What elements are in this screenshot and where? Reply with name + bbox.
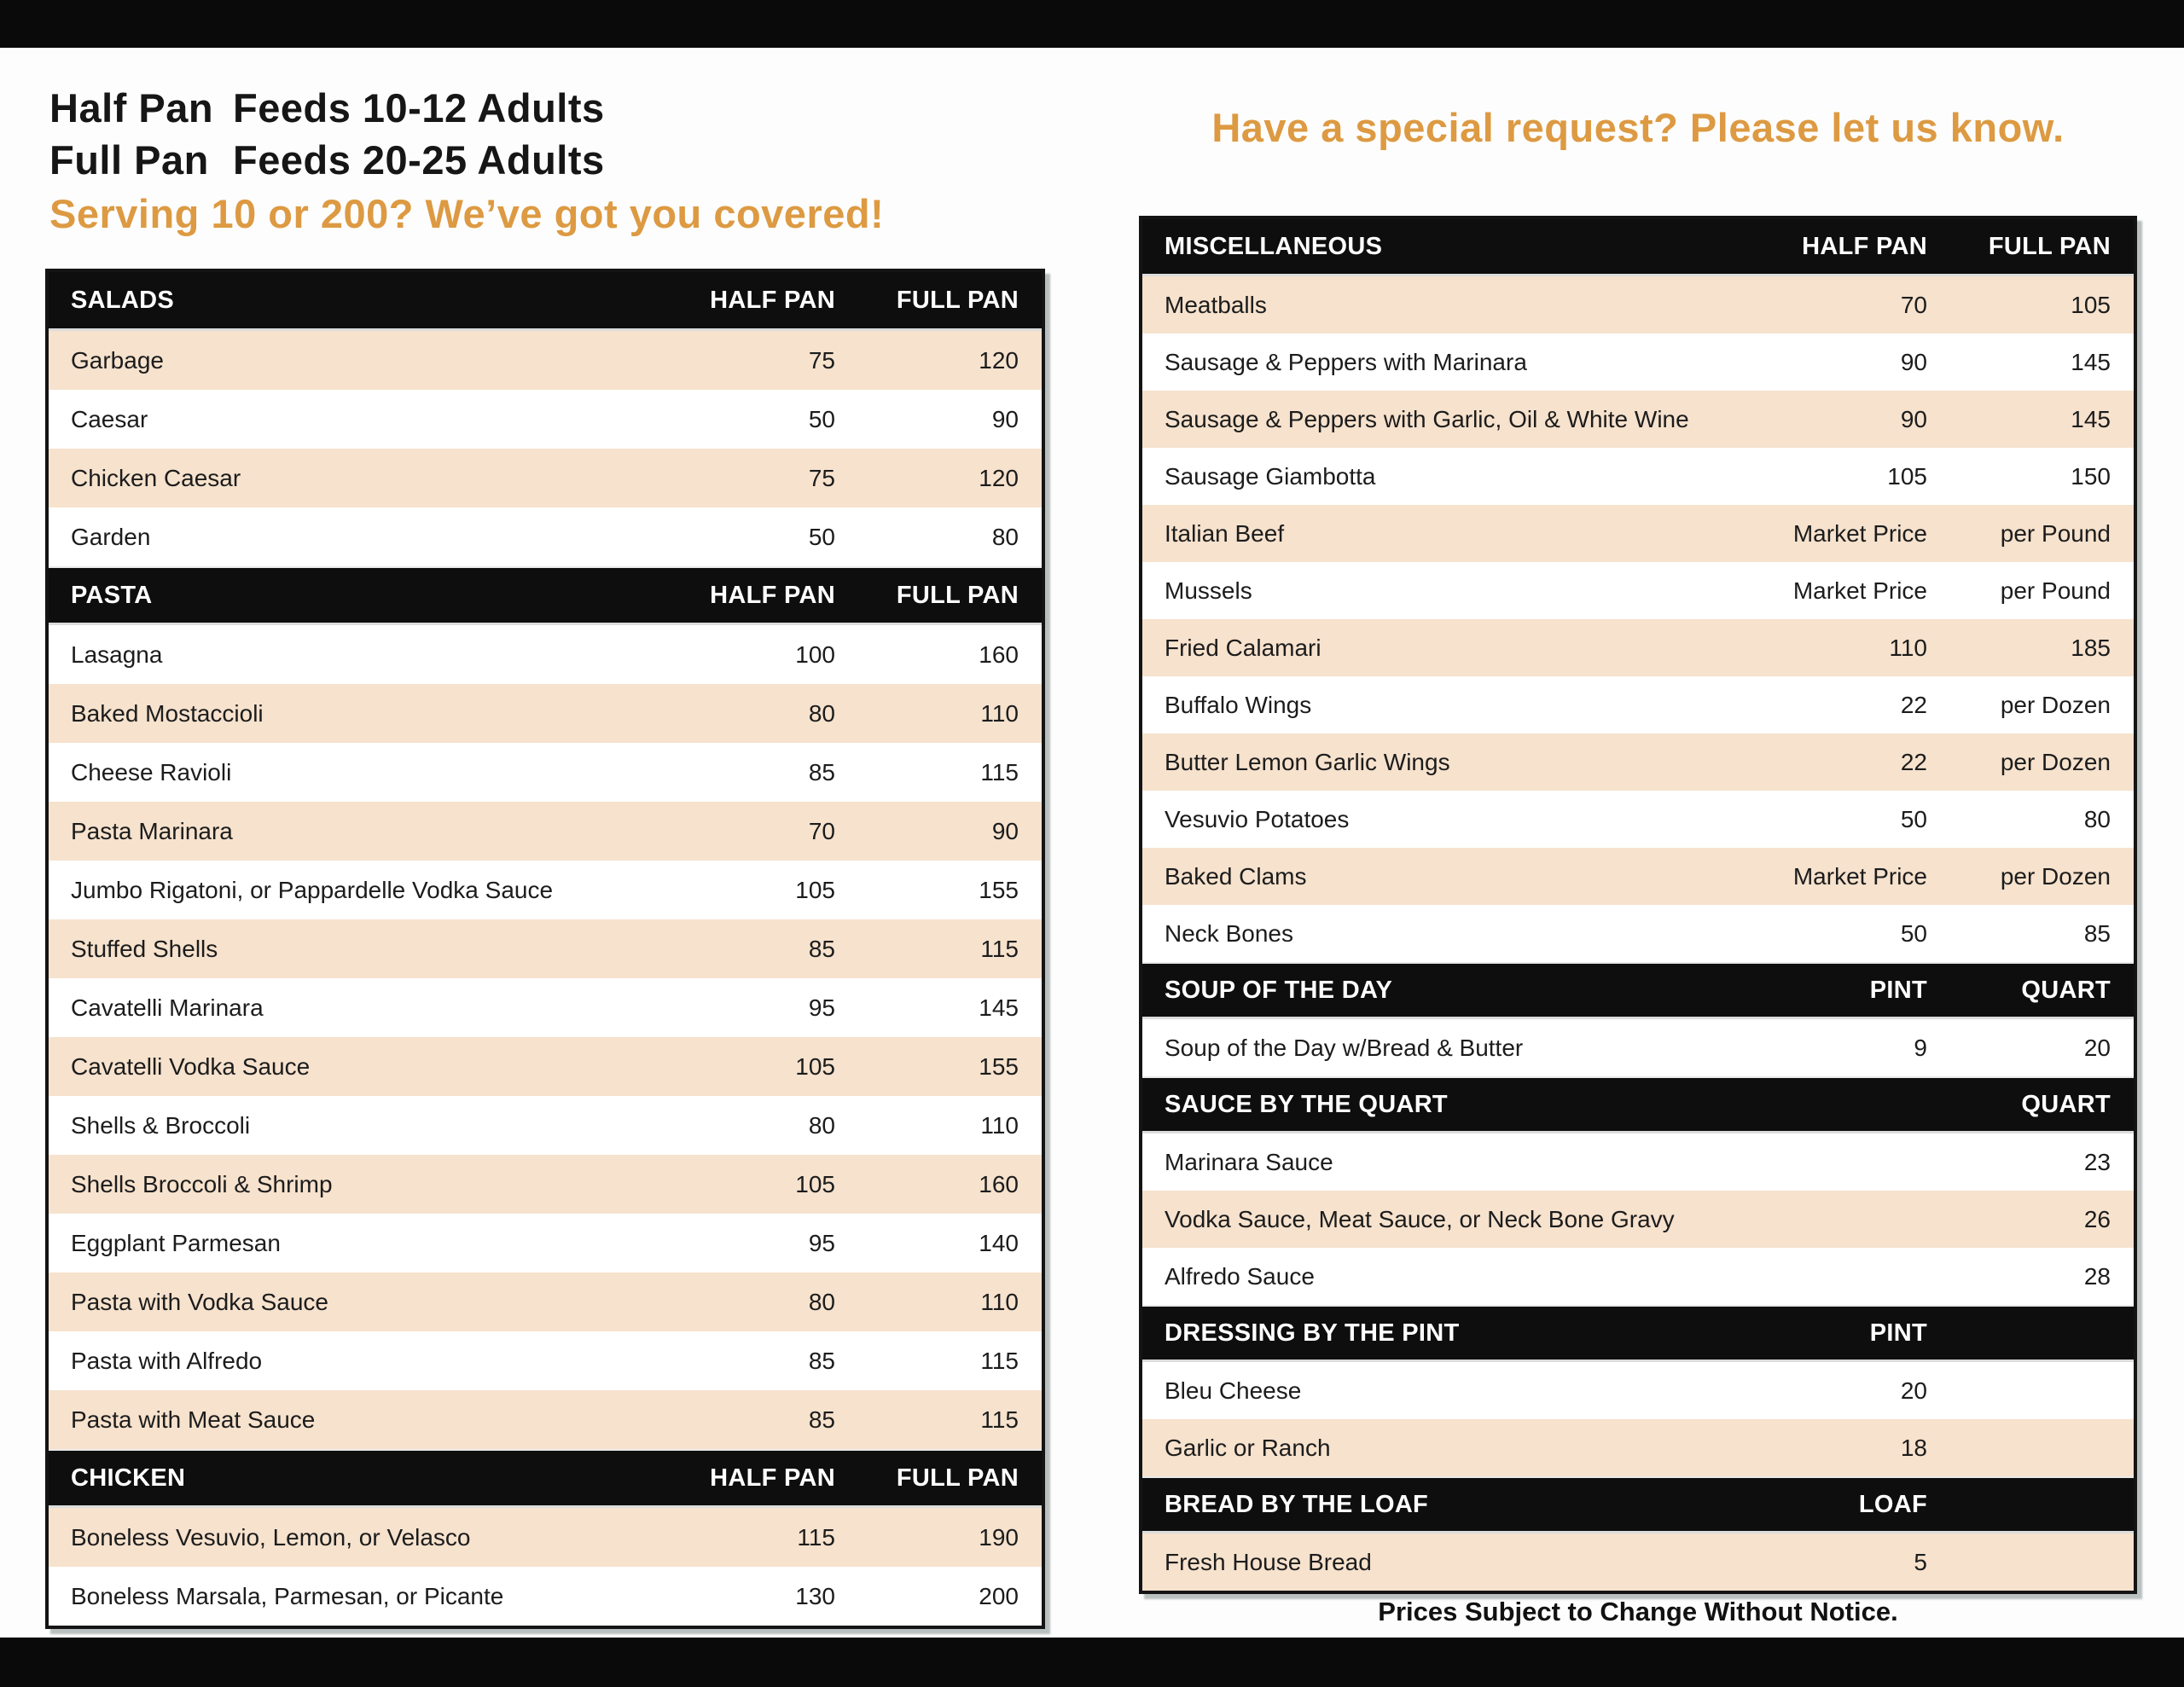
section-title: MISCELLANEOUS	[1165, 232, 1383, 260]
item-name: Mussels	[1165, 577, 1252, 604]
item-name: Cheese Ravioli	[71, 758, 232, 786]
menu-item-row-meatballs	[1142, 276, 2134, 333]
menu-item-row-garden	[49, 507, 1042, 566]
menu-item-row-bleu-cheese	[1142, 1362, 2134, 1419]
item-price-col2: per Pound	[2000, 519, 2111, 547]
item-price-col2: 190	[979, 1523, 1019, 1551]
column-header-2: FULL PAN	[896, 286, 1019, 314]
item-price-col1: 70	[1900, 291, 1927, 318]
item-price-col1: 50	[808, 405, 835, 432]
menu-item-row-shells-broccoli-shrimp	[49, 1155, 1042, 1214]
item-price-col1: 110	[1889, 634, 1927, 661]
half-pan-feeds: Feeds 10-12 Adults	[233, 85, 605, 130]
item-price-col2: per Dozen	[2000, 691, 2111, 718]
item-price-col1: 85	[808, 1406, 835, 1433]
item-name: Buffalo Wings	[1165, 691, 1312, 718]
item-price-col1: 95	[808, 1229, 835, 1256]
item-price-col1: 115	[797, 1523, 835, 1551]
item-price-col1: 90	[1900, 348, 1927, 375]
section-title: DRESSING BY THE PINT	[1165, 1319, 1460, 1347]
item-price-col1: Market Price	[1792, 862, 1927, 890]
section-header-salads	[49, 272, 1042, 331]
item-name: Butter Lemon Garlic Wings	[1165, 748, 1450, 775]
half-pan-info-line	[49, 82, 884, 134]
item-price-col2: 90	[991, 817, 1019, 844]
item-name: Garden	[71, 523, 151, 550]
menu-item-row-baked-mostaccioli	[49, 684, 1042, 743]
menu-item-row-chicken-caesar	[49, 449, 1042, 507]
item-price-col1: 80	[808, 1111, 835, 1139]
item-price-col2: 145	[2071, 348, 2111, 375]
item-name: Cavatelli Vodka Sauce	[71, 1052, 311, 1080]
item-name: Pasta with Meat Sauce	[71, 1406, 316, 1433]
item-price-col1: 22	[1900, 748, 1927, 775]
column-header-2: FULL PAN	[1988, 232, 2111, 260]
menu-item-row-baked-clams	[1142, 848, 2134, 905]
item-price-col2: per Dozen	[2000, 862, 2111, 890]
column-header-1: PINT	[1869, 976, 1927, 1004]
item-price-col1: 95	[808, 994, 835, 1021]
section-title: SAUCE BY THE QUART	[1165, 1090, 1448, 1118]
item-name: Lasagna	[71, 641, 163, 668]
menu-item-row-lasagna	[49, 625, 1042, 684]
full-pan-feeds: Feeds 20-25 Adults	[233, 137, 605, 183]
item-price-col1: Market Price	[1792, 577, 1927, 604]
item-name: Fried Calamari	[1165, 634, 1321, 661]
item-price-col1: 90	[1900, 405, 1927, 432]
menu-item-row-pasta-with-alfredo	[49, 1331, 1042, 1390]
column-header-2: FULL PAN	[896, 581, 1019, 609]
menu-item-row-italian-beef	[1142, 505, 2134, 562]
item-price-col1: 105	[795, 1052, 835, 1080]
item-price-col2: per Pound	[2000, 577, 2111, 604]
menu-item-row-buffalo-wings	[1142, 676, 2134, 733]
menu-item-row-vodka-sauce-meat-sauce-or-neck-bone-gravy	[1142, 1191, 2134, 1248]
item-name: Shells & Broccoli	[71, 1111, 251, 1139]
item-name: Sausage & Peppers with Marinara	[1165, 348, 1527, 375]
item-price-col1: 50	[1900, 919, 1927, 947]
item-price-col1: 85	[808, 1347, 835, 1374]
item-price-col1: 5	[1914, 1548, 1927, 1575]
section-title: CHICKEN	[71, 1464, 186, 1492]
menu-table-right	[1139, 216, 2137, 1594]
menu-item-row-alfredo-sauce	[1142, 1248, 2134, 1305]
menu-item-row-eggplant-parmesan	[49, 1214, 1042, 1272]
section-header-sauce-by-the-quart	[1142, 1076, 2134, 1133]
item-name: Baked Mostaccioli	[71, 699, 264, 727]
item-price-col2: 110	[980, 1111, 1019, 1139]
item-price-col2: 140	[979, 1229, 1019, 1256]
column-header-2: QUART	[2021, 1090, 2111, 1118]
section-title: SOUP OF THE DAY	[1165, 976, 1393, 1004]
item-price-col1: Market Price	[1792, 519, 1927, 547]
menu-item-row-pasta-with-meat-sauce	[49, 1390, 1042, 1449]
item-price-col1: 18	[1900, 1434, 1927, 1461]
item-name: Alfredo Sauce	[1165, 1262, 1315, 1290]
item-price-col1: 100	[795, 641, 835, 668]
item-name: Vodka Sauce, Meat Sauce, or Neck Bone Gravy	[1165, 1205, 1675, 1232]
menu-item-row-boneless-vesuvio-lemon-or-velasco	[49, 1508, 1042, 1567]
menu-item-row-sausage-peppers-with-garlic-oil-white-wine	[1142, 391, 2134, 448]
item-price-col2: 23	[2083, 1148, 2111, 1175]
item-name: Pasta with Vodka Sauce	[71, 1288, 328, 1315]
menu-item-row-garlic-or-ranch	[1142, 1419, 2134, 1476]
bottom-black-bar	[0, 1638, 2184, 1687]
item-price-col1: 105	[795, 1170, 835, 1197]
menu-item-row-cheese-ravioli	[49, 743, 1042, 802]
menu-item-row-neck-bones	[1142, 905, 2134, 962]
section-title: BREAD BY THE LOAF	[1165, 1490, 1429, 1518]
menu-item-row-sausage-giambotta	[1142, 448, 2134, 505]
menu-item-row-vesuvio-potatoes	[1142, 791, 2134, 848]
item-name: Meatballs	[1165, 291, 1267, 318]
item-price-col2: 115	[980, 935, 1019, 962]
item-price-col2: 185	[2071, 634, 2111, 661]
item-price-col2: 155	[979, 1052, 1019, 1080]
special-request-note: Have a special request? Please let us know.	[1211, 105, 2065, 150]
item-price-col1: 50	[808, 523, 835, 550]
item-price-col1: 85	[808, 758, 835, 786]
item-price-col2: 155	[979, 876, 1019, 903]
full-pan-label: Full Pan	[49, 137, 209, 183]
item-price-col1: 105	[1887, 462, 1927, 490]
column-header-2: FULL PAN	[896, 1464, 1019, 1492]
item-price-col2: 120	[979, 464, 1019, 491]
item-price-col2: 20	[2083, 1034, 2111, 1061]
menu-item-row-butter-lemon-garlic-wings	[1142, 733, 2134, 791]
item-price-col2: 115	[980, 1406, 1019, 1433]
item-price-col2: 145	[2071, 405, 2111, 432]
item-price-col2: 26	[2083, 1205, 2111, 1232]
menu-item-row-cavatelli-vodka-sauce	[49, 1037, 1042, 1096]
item-price-col1: 50	[1900, 805, 1927, 832]
column-header-1: HALF PAN	[710, 286, 835, 314]
item-price-col2: 90	[991, 405, 1019, 432]
menu-item-row-boneless-marsala-parmesan-or-picante	[49, 1567, 1042, 1626]
item-price-col1: 22	[1900, 691, 1927, 718]
item-price-col1: 80	[808, 699, 835, 727]
item-name: Sausage & Peppers with Garlic, Oil & White Wine	[1165, 405, 1689, 432]
item-price-col2: 150	[2071, 462, 2111, 490]
item-price-col2: 80	[991, 523, 1019, 550]
column-header-1: HALF PAN	[710, 1464, 835, 1492]
item-price-col2: per Dozen	[2000, 748, 2111, 775]
item-name: Neck Bones	[1165, 919, 1293, 947]
item-price-col2: 110	[980, 699, 1019, 727]
item-price-col1: 105	[795, 876, 835, 903]
item-price-col1: 80	[808, 1288, 835, 1315]
menu-item-row-pasta-with-vodka-sauce	[49, 1272, 1042, 1331]
item-name: Garlic or Ranch	[1165, 1434, 1331, 1461]
item-price-col2: 115	[980, 1347, 1019, 1374]
pan-size-info	[49, 82, 884, 240]
item-price-col2: 115	[980, 758, 1019, 786]
serving-tagline: Serving 10 or 200? We’ve got you covered!	[49, 191, 885, 236]
item-name: Jumbo Rigatoni, or Pappardelle Vodka Sauce	[71, 876, 554, 903]
item-price-col2: 105	[2071, 291, 2111, 318]
column-header-1: HALF PAN	[710, 581, 835, 609]
menu-item-row-cavatelli-marinara	[49, 978, 1042, 1037]
section-header-chicken	[49, 1449, 1042, 1508]
item-price-col2: 145	[979, 994, 1019, 1021]
menu-item-row-pasta-marinara	[49, 802, 1042, 861]
half-pan-label: Half Pan	[49, 85, 214, 130]
item-name: Vesuvio Potatoes	[1165, 805, 1350, 832]
item-name: Italian Beef	[1165, 519, 1285, 547]
section-title: SALADS	[71, 286, 175, 314]
menu-item-row-shells-broccoli	[49, 1096, 1042, 1155]
item-price-col2: 160	[979, 641, 1019, 668]
item-name: Cavatelli Marinara	[71, 994, 264, 1021]
item-name: Soup of the Day w/Bread & Butter	[1165, 1034, 1524, 1061]
item-name: Baked Clams	[1165, 862, 1307, 890]
menu-item-row-garbage	[49, 331, 1042, 390]
item-price-col1: 20	[1900, 1377, 1927, 1404]
item-price-col2: 80	[2083, 805, 2111, 832]
full-pan-info-line	[49, 134, 884, 186]
item-name: Fresh House Bread	[1165, 1548, 1372, 1575]
item-name: Bleu Cheese	[1165, 1377, 1302, 1404]
item-price-col1: 9	[1914, 1034, 1927, 1061]
item-price-col1: 130	[795, 1582, 835, 1609]
item-price-col1: 85	[808, 935, 835, 962]
item-price-col2: 110	[980, 1288, 1019, 1315]
menu-item-row-stuffed-shells	[49, 919, 1042, 978]
section-header-bread-by-the-loaf	[1142, 1476, 2134, 1533]
item-name: Pasta with Alfredo	[71, 1347, 263, 1374]
menu-item-row-jumbo-rigatoni-or-pappardelle-vodka-sauce	[49, 861, 1042, 919]
item-price-col1: 75	[808, 464, 835, 491]
item-name: Chicken Caesar	[71, 464, 241, 491]
prices-disclaimer: Prices Subject to Change Without Notice.	[1378, 1597, 1898, 1626]
item-price-col2: 160	[979, 1170, 1019, 1197]
menu-item-row-fried-calamari	[1142, 619, 2134, 676]
item-price-col1: 70	[808, 817, 835, 844]
menu-item-row-caesar	[49, 390, 1042, 449]
item-price-col2: 120	[979, 346, 1019, 374]
menu-item-row-sausage-peppers-with-marinara	[1142, 333, 2134, 391]
section-header-pasta	[49, 566, 1042, 625]
menu-table-left	[45, 269, 1045, 1629]
item-price-col1: 75	[808, 346, 835, 374]
column-header-1: LOAF	[1858, 1490, 1927, 1518]
item-name: Caesar	[71, 405, 148, 432]
item-name: Sausage Giambotta	[1165, 462, 1376, 490]
item-name: Pasta Marinara	[71, 817, 233, 844]
item-name: Stuffed Shells	[71, 935, 218, 962]
column-header-2: QUART	[2021, 976, 2111, 1004]
menu-item-row-fresh-house-bread	[1142, 1533, 2134, 1591]
menu-item-row-mussels	[1142, 562, 2134, 619]
section-title: PASTA	[71, 581, 153, 609]
item-price-col2: 85	[2083, 919, 2111, 947]
item-name: Garbage	[71, 346, 164, 374]
item-name: Boneless Marsala, Parmesan, or Picante	[71, 1582, 504, 1609]
menu-item-row-soup-of-the-day-w-bread-butter	[1142, 1019, 2134, 1076]
column-header-1: HALF PAN	[1802, 232, 1927, 260]
item-name: Eggplant Parmesan	[71, 1229, 281, 1256]
menu-item-row-marinara-sauce	[1142, 1133, 2134, 1191]
item-price-col2: 28	[2083, 1262, 2111, 1290]
section-header-miscellaneous	[1142, 219, 2134, 276]
column-header-1: PINT	[1869, 1319, 1927, 1347]
item-name: Boneless Vesuvio, Lemon, or Velasco	[71, 1523, 471, 1551]
section-header-soup-of-the-day	[1142, 962, 2134, 1019]
item-name: Marinara Sauce	[1165, 1148, 1333, 1175]
item-price-col2: 200	[979, 1582, 1019, 1609]
section-header-dressing-by-the-pint	[1142, 1305, 2134, 1362]
item-name: Shells Broccoli & Shrimp	[71, 1170, 333, 1197]
top-black-bar	[0, 0, 2184, 48]
